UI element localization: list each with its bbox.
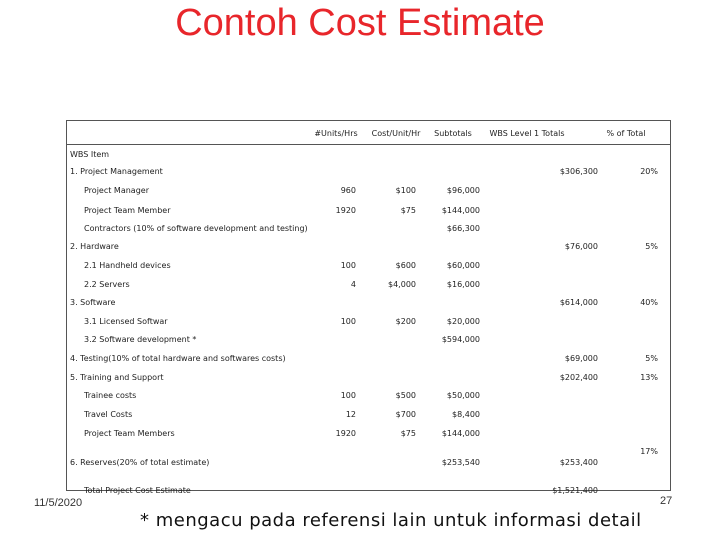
hw-handheld-label: 2.1 Handheld devices [84, 261, 171, 270]
tr-travel-cost: $700 [395, 410, 416, 419]
hw-handheld-subtotal: $60,000 [446, 261, 480, 270]
tr-trainee-subtotal: $50,000 [446, 391, 480, 400]
tr-trainee-units: 100 [340, 391, 356, 400]
hw-handheld-units: 100 [340, 261, 356, 270]
wbs-item-label: WBS Item [70, 150, 110, 159]
pm-pct: 20% [640, 167, 658, 176]
hw-servers-units: 4 [350, 280, 356, 289]
header-subtotals: Subtotals [434, 129, 472, 138]
pm-total: $306,300 [559, 167, 598, 176]
sw-licensed-units: 100 [340, 317, 356, 326]
pm-team-label: Project Team Member [84, 206, 171, 215]
pm-contractors-subtotal: $66,300 [446, 224, 480, 233]
slide-date: 11/5/2020 [34, 497, 83, 509]
header-cost-unit: Cost/Unit/Hr [371, 129, 421, 138]
tr-team-units: 1920 [335, 429, 356, 438]
tr-travel-units: 12 [345, 410, 356, 419]
hw-pct: 5% [645, 242, 658, 251]
sw-dev-subtotal: $594,000 [441, 335, 480, 344]
grand-total-label: Total Project Cost Estimate [84, 486, 191, 495]
tr-team-label: Project Team Members [84, 429, 175, 438]
section-software: 3. Software [70, 298, 116, 307]
sw-licensed-label: 3.1 Licensed Softwar [84, 317, 168, 326]
tr-team-subtotal: $144,000 [441, 429, 480, 438]
section-reserves: 6. Reserves(20% of total estimate) [70, 458, 210, 467]
pm-team-subtotal: $144,000 [441, 206, 480, 215]
page-number: 27 [660, 495, 673, 507]
hw-servers-cost: $4,000 [388, 280, 416, 289]
tr-trainee-cost: $500 [395, 391, 416, 400]
reserves-pct: 17% [640, 447, 658, 456]
tr-team-cost: $75 [400, 429, 416, 438]
sw-pct: 40% [640, 298, 658, 307]
pm-manager-cost: $100 [395, 186, 416, 195]
section-hardware: 2. Hardware [70, 242, 119, 251]
hw-servers-subtotal: $16,000 [446, 280, 480, 289]
pm-manager-subtotal: $96,000 [446, 186, 480, 195]
footnote: * mengacu pada referensi lain untuk informasi detail [140, 510, 642, 531]
pm-manager-units: 960 [340, 186, 356, 195]
testing-pct: 5% [645, 354, 658, 363]
grand-total-value: $1,521,400 [552, 486, 598, 495]
tr-trainee-label: Trainee costs [84, 391, 137, 400]
tr-travel-label: Travel Costs [84, 410, 133, 419]
pm-manager-label: Project Manager [84, 186, 149, 195]
header-wbs-totals: WBS Level 1 Totals [489, 129, 565, 138]
training-pct: 13% [640, 373, 658, 382]
pm-team-cost: $75 [400, 206, 416, 215]
header-units: #Units/Hrs [314, 129, 358, 138]
reserves-total: $253,400 [559, 458, 598, 467]
section-training: 5. Training and Support [70, 373, 164, 382]
sw-licensed-subtotal: $20,000 [446, 317, 480, 326]
sw-licensed-cost: $200 [395, 317, 416, 326]
testing-total: $69,000 [564, 354, 598, 363]
section-testing: 4. Testing(10% of total hardware and softwares costs) [70, 354, 286, 363]
pm-team-units: 1920 [335, 206, 356, 215]
pm-contractors-label: Contractors (10% of software development and testing) [84, 224, 308, 233]
section-project-management: 1. Project Management [70, 167, 163, 176]
hw-servers-label: 2.2 Servers [84, 280, 130, 289]
header-pct-total: % of Total [606, 129, 646, 138]
training-total: $202,400 [559, 373, 598, 382]
hw-handheld-cost: $600 [395, 261, 416, 270]
header-divider [66, 144, 671, 145]
hw-total: $76,000 [564, 242, 598, 251]
page-title: Contoh Cost Estimate [175, 2, 545, 44]
tr-travel-subtotal: $8,400 [452, 410, 480, 419]
reserves-subtotal: $253,540 [441, 458, 480, 467]
sw-dev-label: 3.2 Software development * [84, 335, 197, 344]
sw-total: $614,000 [559, 298, 598, 307]
